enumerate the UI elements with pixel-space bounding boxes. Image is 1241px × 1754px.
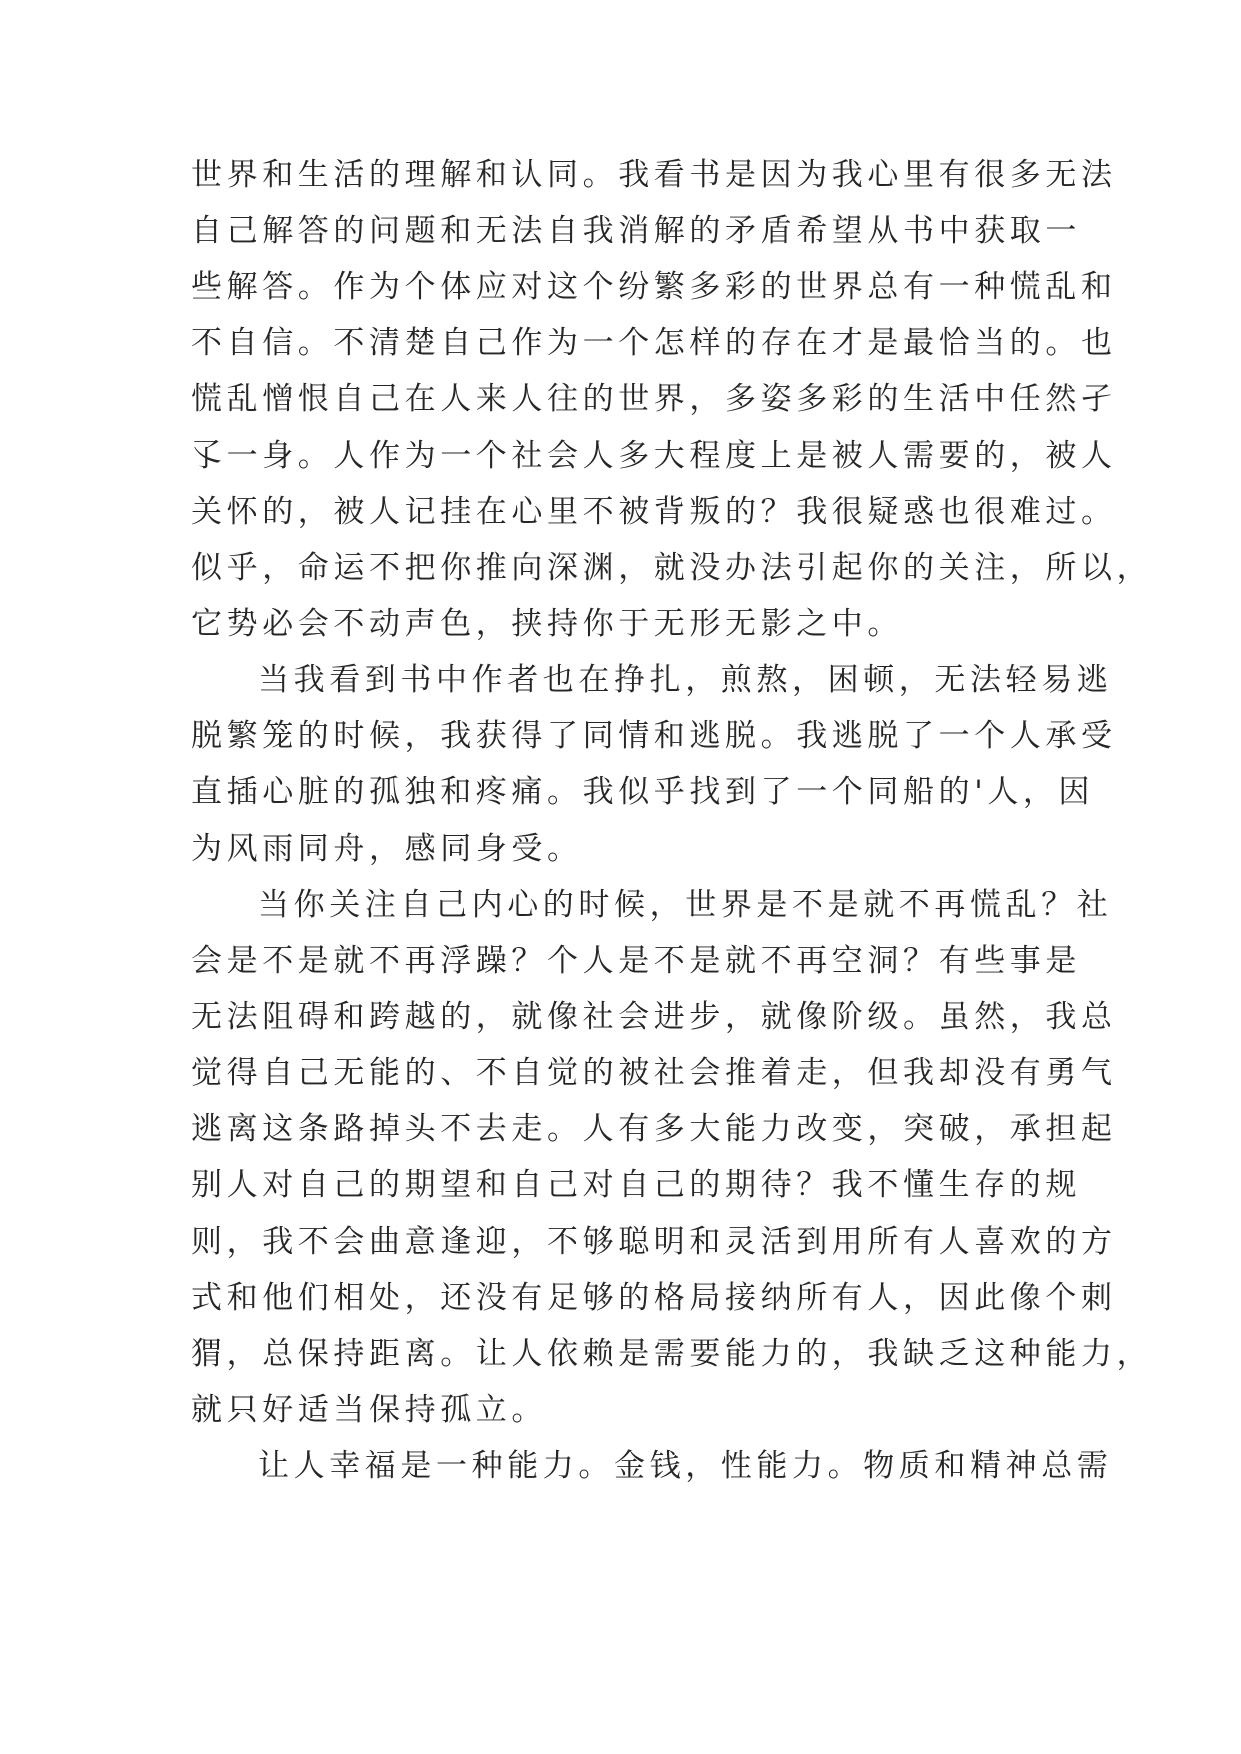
text-line: 就只好适当保持孤立。: [191, 1392, 547, 1428]
text-line: 孓一身。人作为一个社会人多大程度上是被人需要的，被人: [191, 438, 1117, 474]
text-line: 直插心脏的孤独和疼痛。我似乎找到了一个同船的'人，因: [191, 774, 1095, 810]
text-line: 会是不是就不再浮躁？个人是不是就不再空洞？有些事是: [191, 943, 1081, 979]
text-line: 自己解答的问题和无法自我消解的矛盾希望从书中获取一: [191, 213, 1081, 249]
text-line: 慌乱憎恨自己在人来人往的世界，多姿多彩的生活中任然孑: [191, 381, 1117, 417]
text-line: 关怀的，被人记挂在心里不被背叛的？我很疑惑也很难过。: [191, 494, 1117, 530]
text-line: 不自信。不清楚自己作为一个怎样的存在才是最恰当的。也: [191, 325, 1117, 361]
text-line: 觉得自己无能的、不自觉的被社会推着走，但我却没有勇气: [191, 1055, 1117, 1091]
text-line: 似乎，命运不把你推向深渊，就没办法引起你的关注，所以，: [191, 550, 1153, 586]
text-line: 为风雨同舟，感同身受。: [191, 831, 583, 867]
text-line: 世界和生活的理解和认同。我看书是因为我心里有很多无法: [191, 157, 1117, 193]
text-line: 让人幸福是一种能力。金钱，性能力。物质和精神总需: [258, 1448, 1113, 1484]
text-line: 别人对自己的期望和自己对自己的期待？我不懂生存的规: [191, 1167, 1081, 1203]
text-line: 它势必会不动声色，挟持你于无形无影之中。: [191, 606, 903, 642]
text-line: 些解答。作为个体应对这个纷繁多彩的世界总有一种慌乱和: [191, 269, 1117, 305]
text-line: 猬，总保持距离。让人依赖是需要能力的，我缺乏这种能力，: [191, 1336, 1153, 1372]
text-line: 无法阻碍和跨越的，就像社会进步，就像阶级。虽然，我总: [191, 999, 1117, 1035]
text-line: 当你关注自己内心的时候，世界是不是就不再慌乱？社: [258, 887, 1113, 923]
text-line: 逃离这条路掉头不去走。人有多大能力改变，突破，承担起: [191, 1111, 1117, 1147]
text-line: 脱繁笼的时候，我获得了同情和逃脱。我逃脱了一个人承受: [191, 718, 1117, 754]
text-line: 则，我不会曲意逢迎，不够聪明和灵活到用所有人喜欢的方: [191, 1224, 1117, 1260]
text-line: 式和他们相处，还没有足够的格局接纳所有人，因此像个刺: [191, 1280, 1117, 1316]
text-line: 当我看到书中作者也在挣扎，煎熬，困顿，无法轻易逃: [258, 662, 1113, 698]
